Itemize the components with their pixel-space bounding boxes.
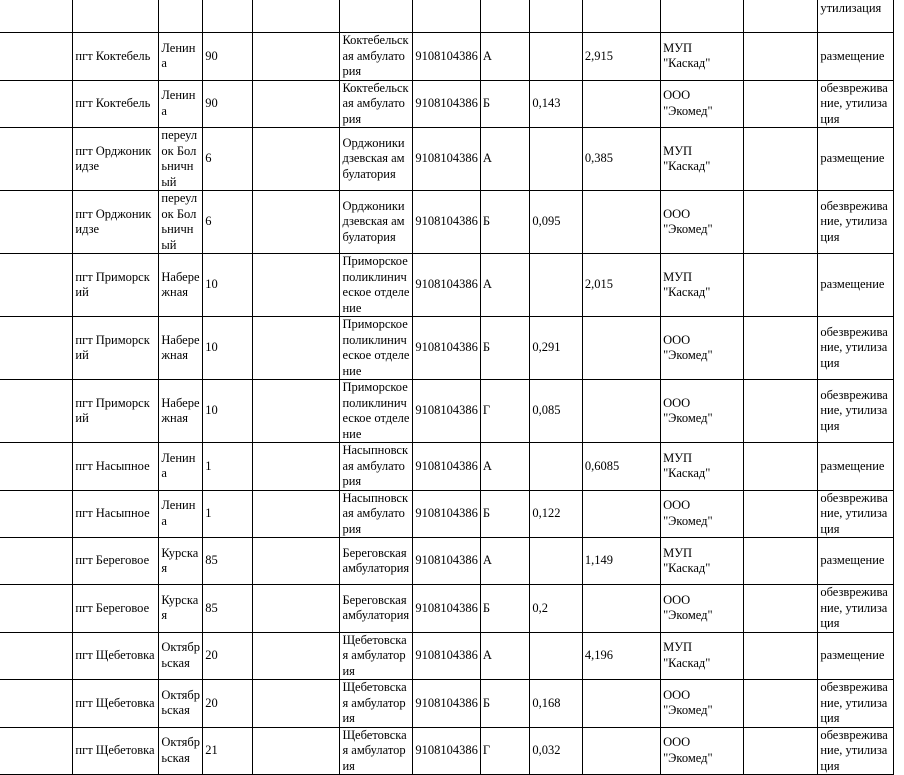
operator-name: "Каскад"	[663, 285, 711, 299]
inn-cell: 9108104386	[413, 538, 481, 585]
inn-cell: 9108104386	[413, 80, 481, 128]
operator-type: МУП	[663, 545, 693, 560]
waste-class-cell: Б	[480, 191, 529, 254]
row-number-cell	[0, 317, 73, 380]
table-row	[0, 490, 894, 538]
street-cell: переулок Больничный	[159, 191, 203, 254]
table-row	[0, 585, 894, 633]
building-cell	[253, 490, 340, 538]
volume-transfer-cell: 0,095	[530, 191, 583, 254]
operator-cell	[661, 254, 744, 317]
volume-transfer-cell	[530, 443, 583, 491]
facility-name-cell: Береговская амбулатория	[340, 585, 413, 633]
volume-transfer-cell	[530, 254, 583, 317]
purpose-cell: размещение	[818, 632, 894, 680]
operator-type: ООО	[663, 206, 691, 221]
facility-name-cell: Коктебельская амбулатория	[340, 80, 413, 128]
inn-cell: 9108104386	[413, 585, 481, 633]
operator-type: ООО	[663, 687, 691, 702]
settlement-cell: пгт Насыпное	[73, 443, 159, 491]
house-number-cell: 6	[203, 191, 253, 254]
volume-transfer-cell	[530, 538, 583, 585]
street-cell: Набережная	[159, 317, 203, 380]
operator-cell	[661, 680, 744, 728]
street-cell: Набережная	[159, 254, 203, 317]
street-cell: Октябрьская	[159, 680, 203, 728]
table-row	[0, 443, 894, 491]
house-number-cell: 10	[203, 254, 253, 317]
facility-name-cell: Щебетовская амбулатория	[340, 680, 413, 728]
operator-type: ООО	[663, 332, 691, 347]
house-number-cell: 10	[203, 380, 253, 443]
operator-cell	[661, 380, 744, 443]
volume-placement-cell	[582, 191, 660, 254]
operator-cell	[661, 33, 744, 81]
settlement-cell: пгт Насыпное	[73, 490, 159, 538]
operator-cell	[661, 632, 744, 680]
waste-class-cell: Б	[480, 585, 529, 633]
table-row	[0, 632, 894, 680]
volume-placement-cell: 2,015	[582, 254, 660, 317]
house-number-cell: 90	[203, 33, 253, 81]
building-cell	[253, 380, 340, 443]
purpose-cell: обезвреживание, утилизация	[818, 585, 894, 633]
purpose-cell: утилизация	[818, 0, 894, 33]
purpose-cell: размещение	[818, 128, 894, 191]
inn-cell: 9108104386	[413, 33, 481, 81]
operator-name: "Каскад"	[663, 561, 711, 575]
waste-class-cell: Г	[480, 380, 529, 443]
building-cell	[253, 538, 340, 585]
waste-class-cell: Б	[480, 317, 529, 380]
building-cell	[253, 585, 340, 633]
waste-class-cell: А	[480, 632, 529, 680]
operator-cell	[661, 317, 744, 380]
settlement-cell: пгт Щебетовка	[73, 632, 159, 680]
table-row	[0, 254, 894, 317]
operator-type: МУП	[663, 269, 693, 284]
house-number-cell: 20	[203, 680, 253, 728]
volume-transfer-cell: 0,032	[530, 727, 583, 775]
row-number-cell	[0, 727, 73, 775]
house-number-cell: 6	[203, 128, 253, 191]
purpose-cell: обезвреживание, утилизация	[818, 191, 894, 254]
operator-type: ООО	[663, 395, 691, 410]
table-row	[0, 680, 894, 728]
inn-cell: 9108104386	[413, 317, 481, 380]
inn-cell: 9108104386	[413, 632, 481, 680]
empty-cell	[744, 538, 818, 585]
operator-type: МУП	[663, 143, 693, 158]
row-number-cell	[0, 632, 73, 680]
facility-name-cell: Приморское поликлиническое отделение	[340, 254, 413, 317]
house-number-cell: 90	[203, 80, 253, 128]
street-cell: Ленина	[159, 80, 203, 128]
table-row	[0, 128, 894, 191]
table-row	[0, 538, 894, 585]
street-cell: Ленина	[159, 490, 203, 538]
purpose-cell: размещение	[818, 443, 894, 491]
purpose-cell: обезвреживание, утилизация	[818, 727, 894, 775]
volume-placement-cell	[582, 80, 660, 128]
operator-type: МУП	[663, 640, 693, 655]
settlement-cell: пгт Приморский	[73, 317, 159, 380]
street-cell: Ленина	[159, 443, 203, 491]
operator-name: "Экомед"	[663, 103, 713, 118]
settlement-cell: пгт Орджоникидзе	[73, 128, 159, 191]
row-number-cell	[0, 128, 73, 191]
facility-name-cell: Орджоникидзевская амбулатория	[340, 191, 413, 254]
settlement-cell: пгт Коктебель	[73, 33, 159, 81]
row-number-cell	[0, 191, 73, 254]
street-cell: Курская	[159, 585, 203, 633]
building-cell	[253, 727, 340, 775]
building-cell	[253, 191, 340, 254]
empty-cell	[744, 727, 818, 775]
operator-type: ООО	[663, 498, 691, 513]
facility-name-cell: Приморское поликлиническое отделение	[340, 380, 413, 443]
operator-cell	[661, 191, 744, 254]
facility-name-cell: Насыпновская амбулатория	[340, 490, 413, 538]
volume-placement-cell: 0,385	[582, 128, 660, 191]
volume-transfer-cell	[530, 33, 583, 81]
operator-name: "Экомед"	[663, 608, 713, 623]
operator-type: ООО	[663, 735, 691, 750]
inn-cell: 9108104386	[413, 680, 481, 728]
house-number-cell: 1	[203, 490, 253, 538]
operator-cell	[661, 443, 744, 491]
settlement-cell: пгт Приморский	[73, 380, 159, 443]
operator-name: "Экомед"	[663, 222, 713, 236]
settlement-cell: пгт Коктебель	[73, 80, 159, 128]
operator-cell	[661, 0, 744, 33]
settlement-cell: пгт Щебетовка	[73, 680, 159, 728]
operator-cell	[661, 80, 744, 128]
waste-class-cell: А	[480, 254, 529, 317]
operator-name: "Экомед"	[663, 411, 713, 425]
operator-name: "Каскад"	[663, 466, 711, 481]
house-number-cell	[203, 0, 253, 33]
facility-name-cell: Береговская амбулатория	[340, 538, 413, 585]
waste-class-cell: Б	[480, 680, 529, 728]
settlement-cell: пгт Орджоникидзе	[73, 191, 159, 254]
purpose-cell: обезвреживание, утилизация	[818, 490, 894, 538]
inn-cell: 9108104386	[413, 727, 481, 775]
row-number-cell	[0, 538, 73, 585]
purpose-cell: размещение	[818, 538, 894, 585]
settlement-cell	[73, 0, 159, 33]
operator-cell	[661, 727, 744, 775]
facility-name-cell: Приморское поликлиническое отделение	[340, 317, 413, 380]
volume-transfer-cell: 0,122	[530, 490, 583, 538]
facility-name-cell: Коктебельская амбулатория	[340, 33, 413, 81]
facility-name-cell: Щебетовская амбулатория	[340, 727, 413, 775]
house-number-cell: 21	[203, 727, 253, 775]
volume-transfer-cell: 0,143	[530, 80, 583, 128]
purpose-cell: обезвреживание, утилизация	[818, 80, 894, 128]
row-number-cell	[0, 33, 73, 81]
purpose-cell: обезвреживание, утилизация	[818, 380, 894, 443]
operator-cell	[661, 585, 744, 633]
facility-name-cell: Насыпновская амбулатория	[340, 443, 413, 491]
row-number-cell	[0, 585, 73, 633]
waste-class-cell: А	[480, 128, 529, 191]
volume-transfer-cell: 0,168	[530, 680, 583, 728]
volume-transfer-cell: 0,291	[530, 317, 583, 380]
table-row	[0, 191, 894, 254]
inn-cell: 9108104386	[413, 128, 481, 191]
volume-transfer-cell: 0,2	[530, 585, 583, 633]
inn-cell: 9108104386	[413, 380, 481, 443]
facility-name-cell: Орджоникидзевская амбулатория	[340, 128, 413, 191]
street-cell	[159, 0, 203, 33]
street-cell: Курская	[159, 538, 203, 585]
street-cell: Набережная	[159, 380, 203, 443]
operator-cell	[661, 128, 744, 191]
empty-cell	[744, 191, 818, 254]
inn-cell	[413, 0, 481, 33]
operator-cell	[661, 490, 744, 538]
row-number-cell	[0, 380, 73, 443]
operator-type: ООО	[663, 592, 691, 607]
volume-placement-cell: 4,196	[582, 632, 660, 680]
volume-transfer-cell: 0,085	[530, 380, 583, 443]
facility-name-cell: Щебетовская амбулатория	[340, 632, 413, 680]
waste-class-cell: Б	[480, 490, 529, 538]
volume-transfer-cell	[530, 128, 583, 191]
house-number-cell: 10	[203, 317, 253, 380]
empty-cell	[744, 317, 818, 380]
volume-placement-cell	[582, 585, 660, 633]
street-cell: Октябрьская	[159, 727, 203, 775]
street-cell: переулок Больничный	[159, 128, 203, 191]
house-number-cell: 1	[203, 443, 253, 491]
table-row	[0, 0, 894, 33]
row-number-cell	[0, 443, 73, 491]
operator-name: "Экомед"	[663, 750, 713, 765]
operator-name: "Каскад"	[663, 159, 711, 173]
house-number-cell: 85	[203, 538, 253, 585]
waste-class-cell: А	[480, 443, 529, 491]
volume-placement-cell	[582, 727, 660, 775]
operator-name: "Экомед"	[663, 348, 713, 362]
empty-cell	[744, 585, 818, 633]
empty-cell	[744, 0, 818, 33]
building-cell	[253, 128, 340, 191]
house-number-cell: 20	[203, 632, 253, 680]
empty-cell	[744, 632, 818, 680]
row-number-cell	[0, 254, 73, 317]
facility-name-cell	[340, 0, 413, 33]
settlement-cell: пгт Щебетовка	[73, 727, 159, 775]
building-cell	[253, 317, 340, 380]
building-cell	[253, 680, 340, 728]
table-row	[0, 380, 894, 443]
house-number-cell: 85	[203, 585, 253, 633]
operator-name: "Каскад"	[663, 655, 711, 670]
building-cell	[253, 443, 340, 491]
empty-cell	[744, 380, 818, 443]
volume-transfer-cell	[530, 632, 583, 680]
purpose-cell: размещение	[818, 254, 894, 317]
inn-cell: 9108104386	[413, 191, 481, 254]
volume-placement-cell	[582, 0, 660, 33]
settlement-cell: пгт Береговое	[73, 585, 159, 633]
waste-class-cell	[480, 0, 529, 33]
volume-placement-cell	[582, 317, 660, 380]
volume-placement-cell: 2,915	[582, 33, 660, 81]
volume-placement-cell	[582, 490, 660, 538]
empty-cell	[744, 80, 818, 128]
operator-cell	[661, 538, 744, 585]
table-row	[0, 727, 894, 775]
empty-cell	[744, 254, 818, 317]
empty-cell	[744, 128, 818, 191]
row-number-cell	[0, 80, 73, 128]
empty-cell	[744, 680, 818, 728]
inn-cell: 9108104386	[413, 490, 481, 538]
table-row	[0, 33, 894, 81]
row-number-cell	[0, 490, 73, 538]
purpose-cell: обезвреживание, утилизация	[818, 680, 894, 728]
building-cell	[253, 33, 340, 81]
operator-name: "Экомед"	[663, 513, 713, 528]
operator-type: МУП	[663, 450, 693, 465]
empty-cell	[744, 490, 818, 538]
operator-type: ООО	[663, 88, 691, 103]
waste-class-cell: Б	[480, 80, 529, 128]
purpose-cell: обезвреживание, утилизация	[818, 317, 894, 380]
building-cell	[253, 0, 340, 33]
purpose-cell: размещение	[818, 33, 894, 81]
row-number-cell	[0, 680, 73, 728]
waste-class-cell: А	[480, 33, 529, 81]
table-row	[0, 80, 894, 128]
empty-cell	[744, 33, 818, 81]
volume-placement-cell	[582, 680, 660, 728]
volume-transfer-cell	[530, 0, 583, 33]
operator-type: МУП	[663, 40, 693, 55]
street-cell: Ленина	[159, 33, 203, 81]
settlement-cell: пгт Приморский	[73, 254, 159, 317]
volume-placement-cell	[582, 380, 660, 443]
waste-class-cell: Г	[480, 727, 529, 775]
inn-cell: 9108104386	[413, 443, 481, 491]
volume-placement-cell: 1,149	[582, 538, 660, 585]
building-cell	[253, 254, 340, 317]
empty-cell	[744, 443, 818, 491]
building-cell	[253, 80, 340, 128]
building-cell	[253, 632, 340, 680]
table-row	[0, 317, 894, 380]
settlement-cell: пгт Береговое	[73, 538, 159, 585]
waste-class-cell: А	[480, 538, 529, 585]
row-number-cell	[0, 0, 73, 33]
inn-cell: 9108104386	[413, 254, 481, 317]
operator-name: "Каскад"	[663, 56, 711, 71]
volume-placement-cell: 0,6085	[582, 443, 660, 491]
operator-name: "Экомед"	[663, 703, 713, 718]
street-cell: Октябрьская	[159, 632, 203, 680]
